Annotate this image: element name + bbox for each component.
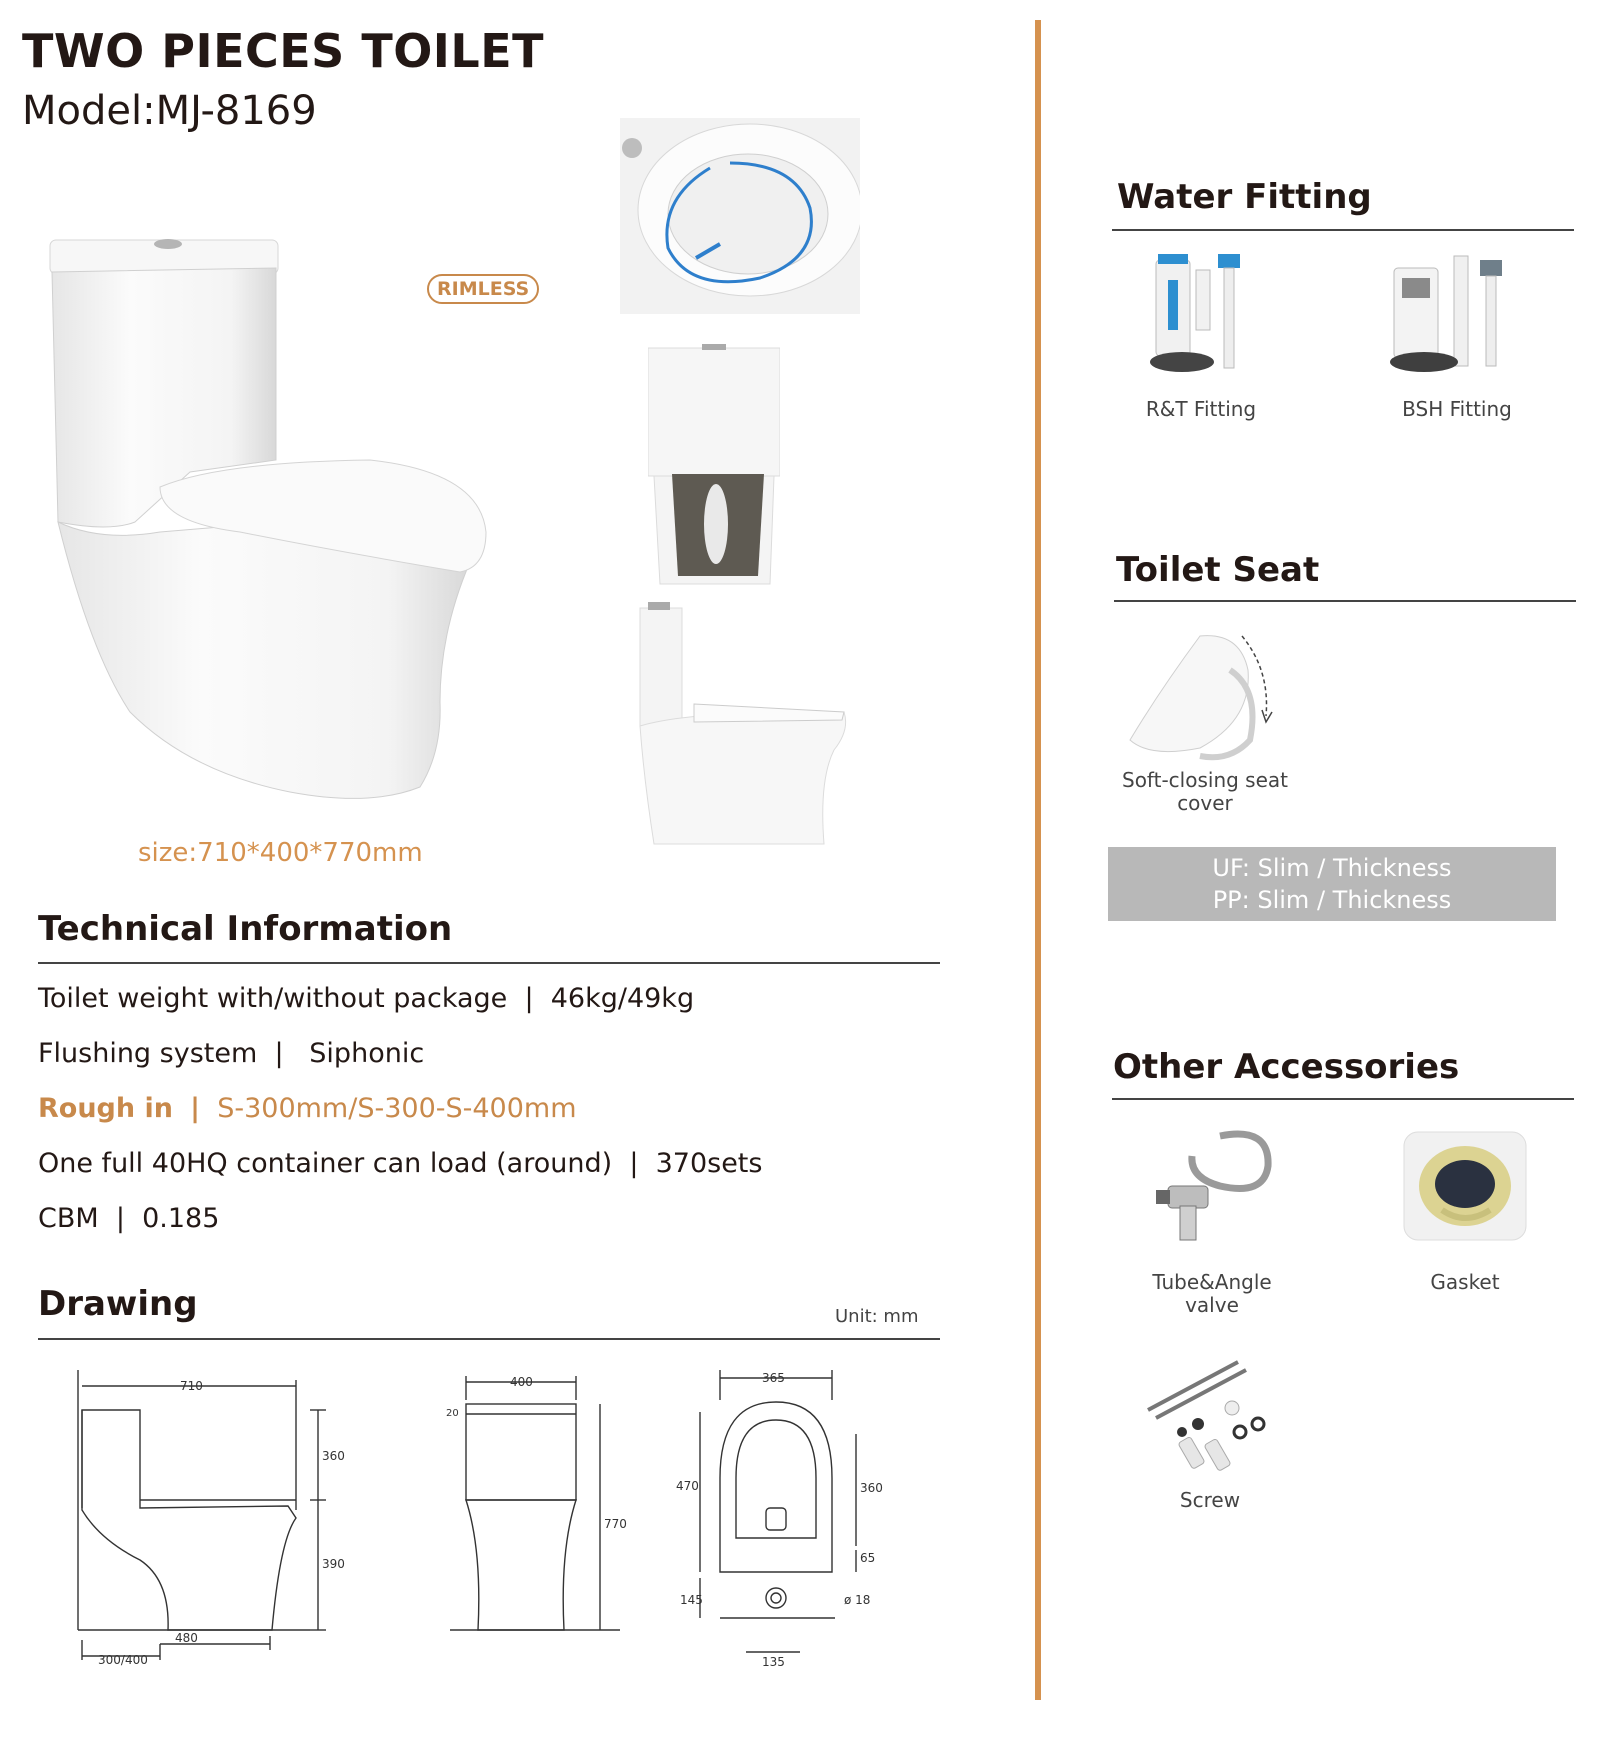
technical-drawing (60, 1360, 960, 1680)
toilet-seat-divider (1114, 600, 1576, 602)
seat-cover-caption (1110, 769, 1300, 815)
spec-value: 46kg/49kg (550, 983, 695, 1014)
dim-seat-length: 360 (860, 1481, 883, 1495)
bowl-top-view-image (620, 118, 860, 314)
drawing-unit: Unit: mm (835, 1306, 919, 1327)
spec-row-rough-in: Rough in | S-300mm/S-300-S-400mm (38, 1093, 577, 1124)
model-number: Model:MJ-8169 (22, 88, 317, 134)
dim-lid-height: 20 (446, 1408, 459, 1419)
spec-value: 0.185 (142, 1203, 220, 1234)
drawing-front-view (446, 1375, 627, 1630)
seat-material-bar (1108, 847, 1556, 921)
rt-fitting-image (1146, 250, 1276, 390)
bsh-fitting-image (1384, 254, 1524, 390)
seat-caption-line1: Soft-closing seat (1122, 768, 1288, 792)
technical-heading: Technical Information (38, 909, 453, 949)
dim-offset: 65 (860, 1551, 876, 1565)
rt-fitting-label: R&T Fitting (1145, 397, 1257, 421)
toilet-main-image (40, 232, 500, 812)
spec-row-container: One full 40HQ container can load (around) | 370sets (38, 1148, 763, 1179)
toilet-seat-heading: Toilet Seat (1116, 550, 1320, 590)
seat-material-uf: UF: Slim / Thickness (1212, 854, 1452, 882)
drawing-divider (38, 1338, 940, 1340)
screw-image (1140, 1352, 1280, 1482)
spec-label: Toilet weight with/without package (38, 983, 508, 1014)
dim-hole: ø 18 (844, 1593, 871, 1607)
dim-bolt-span: 135 (762, 1655, 785, 1669)
screw-caption: Screw (1179, 1488, 1241, 1512)
drawing-heading: Drawing (38, 1284, 198, 1324)
seat-material-pp: PP: Slim / Thickness (1212, 886, 1452, 914)
dim-top-width: 365 (762, 1371, 785, 1385)
spec-value: S-300mm/S-300-S-400mm (217, 1093, 577, 1124)
water-fitting-heading: Water Fitting (1117, 177, 1372, 217)
spec-label: One full 40HQ container can load (around) (38, 1148, 613, 1179)
dim-side-width: 710 (180, 1379, 203, 1393)
column-divider (1035, 20, 1041, 1700)
spec-label: Flushing system (38, 1038, 258, 1069)
dim-bowl-height: 390 (322, 1557, 345, 1571)
dim-tank-height: 360 (322, 1449, 345, 1463)
technical-divider (38, 962, 940, 964)
spec-value: 370sets (655, 1148, 763, 1179)
tube-caption-line1: Tube&Angle (1152, 1270, 1272, 1294)
dim-outlet-span: 480 (175, 1631, 198, 1645)
seat-caption-line2: cover (1177, 791, 1233, 815)
dim-front-width: 400 (510, 1375, 533, 1389)
gasket-caption: Gasket (1430, 1270, 1500, 1294)
toilet-side-image (634, 600, 854, 846)
page-title: TWO PIECES TOILET (22, 24, 545, 78)
rimless-badge: RIMLESS (427, 274, 539, 304)
tube-valve-image (1150, 1126, 1280, 1256)
drawing-top-view (676, 1370, 883, 1669)
accessories-heading: Other Accessories (1113, 1047, 1460, 1087)
spec-label: Rough in (38, 1093, 173, 1124)
drawing-side-view (78, 1370, 345, 1667)
dim-rear: 145 (680, 1593, 703, 1607)
dim-bowl-length: 470 (676, 1479, 699, 1493)
spec-row-weight: Toilet weight with/without package | 46kg/49kg (38, 983, 695, 1014)
bsh-fitting-label: BSH Fitting (1402, 397, 1512, 421)
accessories-divider (1112, 1098, 1574, 1100)
tube-valve-caption (1120, 1271, 1304, 1317)
spec-value: Siphonic (309, 1038, 425, 1069)
product-size: size:710*400*770mm (138, 838, 423, 868)
dim-total-height: 770 (604, 1517, 627, 1531)
spec-label: CBM (38, 1203, 99, 1234)
dim-rough-in: 300/400 (98, 1653, 148, 1667)
water-fitting-divider (1112, 229, 1574, 231)
toilet-front-image (648, 344, 780, 590)
seat-cover-image (1120, 630, 1290, 770)
gasket-image (1402, 1130, 1528, 1242)
tube-caption-line2: valve (1185, 1293, 1239, 1317)
spec-row-flushing: Flushing system | Siphonic (38, 1038, 425, 1069)
spec-row-cbm: CBM | 0.185 (38, 1203, 220, 1234)
